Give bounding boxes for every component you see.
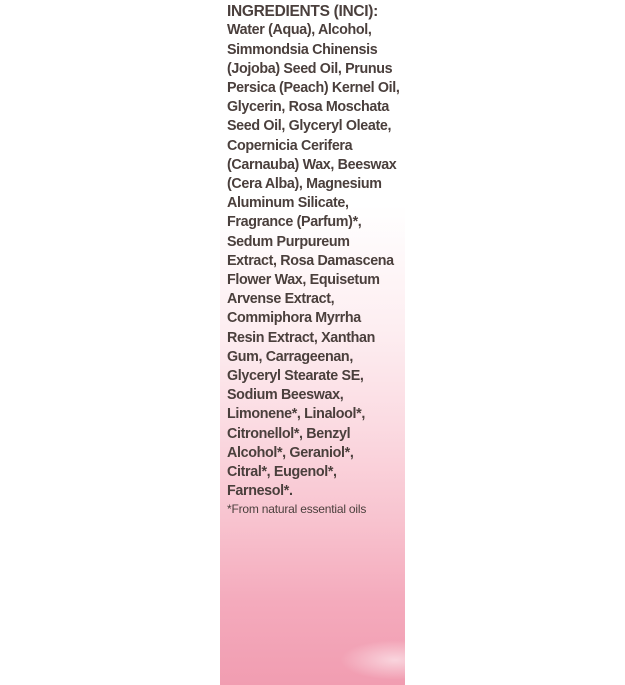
ingredient-line: Limonene*, Linalool*, (227, 406, 366, 423)
ingredient-line: Flower Wax, Equisetum (227, 271, 380, 288)
ingredient-line: Copernicia Cerifera (227, 137, 353, 154)
ingredient-line: Extract, Rosa Damascena (227, 252, 394, 269)
ingredient-line: Persica (Peach) Kernel Oil, (227, 79, 400, 96)
ingredient-line: Gum, Carrageenan, (227, 348, 353, 365)
ingredient-line: Glyceryl Stearate SE, (227, 367, 364, 384)
ingredient-line: Farnesol*. (227, 483, 293, 500)
decorative-swoosh (340, 640, 405, 680)
ingredient-line: (Carnauba) Wax, Beeswax (227, 156, 397, 173)
ingredient-line: Glycerin, Rosa Moschata (227, 99, 389, 116)
ingredient-line: Seed Oil, Glyceryl Oleate, (227, 118, 392, 135)
ingredient-line: Water (Aqua), Alcohol, (227, 22, 372, 39)
ingredient-line: Resin Extract, Xanthan (227, 329, 376, 346)
ingredient-line: Fragrance (Parfum)*, (227, 214, 362, 231)
ingredient-line: Commiphora Myrrha (227, 310, 361, 327)
ingredients-list (227, 2, 402, 517)
ingredient-line: Aluminum Silicate, (227, 195, 349, 212)
ingredient-line: Arvense Extract, (227, 291, 335, 308)
ingredients-heading: INGREDIENTS (INCI): (227, 3, 379, 20)
ingredient-line: (Jojoba) Seed Oil, Prunus (227, 60, 393, 77)
ingredient-line: Simmondsia Chinensis (227, 41, 378, 58)
ingredient-line: (Cera Alba), Magnesium (227, 175, 382, 192)
ingredient-line: Citral*, Eugenol*, (227, 463, 337, 480)
essential-oils-footnote: *From natural essential oils (227, 502, 367, 517)
ingredient-line: Sodium Beeswax, (227, 387, 344, 404)
ingredient-line: Citronellol*, Benzyl (227, 425, 351, 442)
ingredient-line: Sedum Purpureum (227, 233, 350, 250)
ingredient-line: Alcohol*, Geraniol*, (227, 444, 354, 461)
